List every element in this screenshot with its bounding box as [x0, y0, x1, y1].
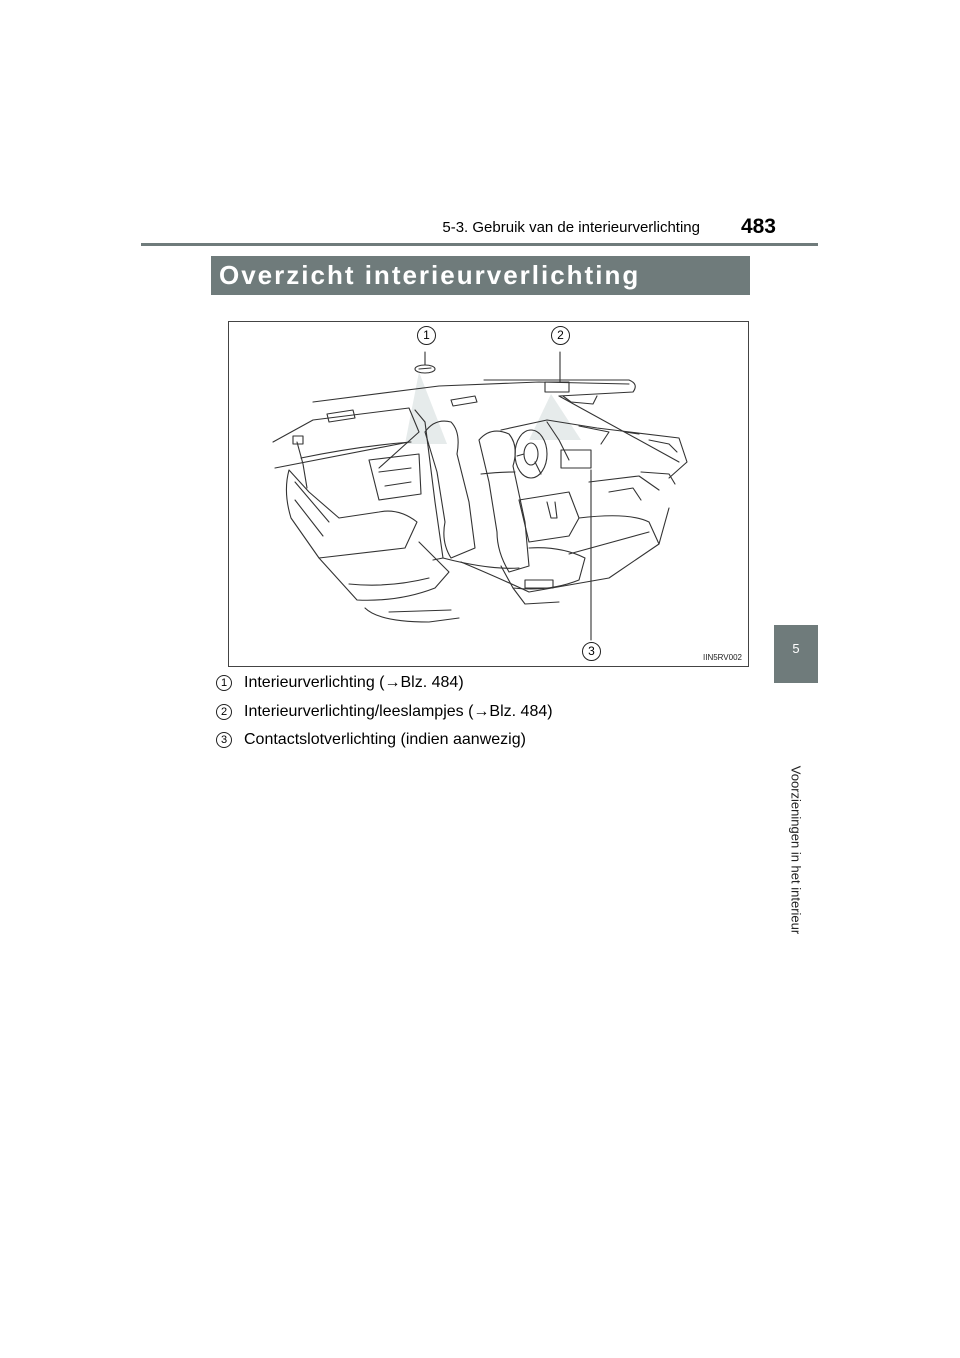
- figure-code: IIN5RV002: [703, 653, 742, 662]
- callout-2-icon: 2: [551, 326, 570, 345]
- chapter-title: Voorzieningen in het interieur: [788, 765, 804, 935]
- legend-text: Interieurverlichting (→Blz. 484): [244, 674, 464, 691]
- legend-item: [216, 701, 553, 723]
- callout-1-icon: 1: [417, 326, 436, 345]
- legend-number-icon: 3: [216, 732, 232, 748]
- legend-item: [216, 729, 526, 751]
- interior-lighting-figure: [228, 321, 749, 667]
- section-title-header: 5-3. Gebruik van de interieurverlichting: [442, 219, 700, 236]
- legend-item: [216, 672, 464, 694]
- callout-3-icon: 3: [582, 642, 601, 661]
- legend-text: Interieurverlichting/leeslampjes (→Blz. 484): [244, 703, 553, 720]
- legend-number-icon: 2: [216, 704, 232, 720]
- chapter-number: 5: [792, 641, 800, 656]
- page-number: 483: [740, 215, 776, 238]
- legend-number-icon: 1: [216, 675, 232, 691]
- header-rule: [141, 243, 818, 246]
- section-heading-bar: [211, 256, 750, 295]
- chapter-tab: [774, 625, 818, 683]
- car-interior-illustration: [229, 322, 748, 666]
- section-title: Overzicht interieurverlichting: [219, 260, 641, 290]
- legend-text: Contactslotverlichting (indien aanwezig): [244, 731, 526, 748]
